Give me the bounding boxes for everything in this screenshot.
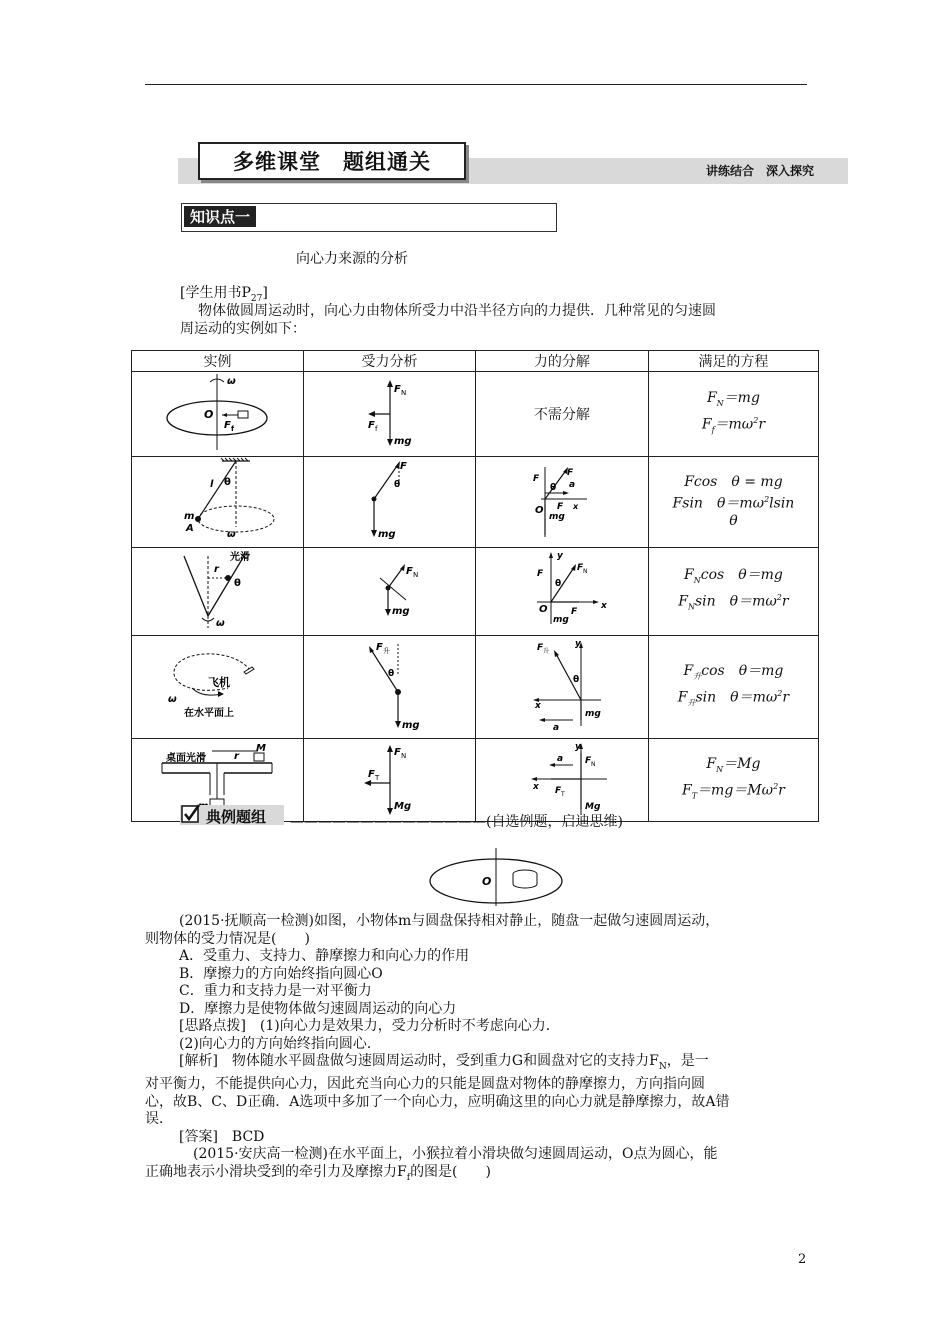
question-2-cont: 正确地表示小滑块受到的牵引力及摩擦力$F_f$的图是( ): [145, 1163, 491, 1183]
svg-text:θ: θ: [394, 480, 401, 490]
svg-text:x: x: [572, 502, 579, 511]
svg-text:N: N: [401, 389, 407, 397]
svg-text:a: a: [568, 480, 575, 490]
disc-figure: [428, 848, 564, 908]
svg-text:F: F: [536, 643, 544, 653]
fig-decomp-3: [475, 548, 648, 636]
svg-text:在水平面上: 在水平面上: [184, 708, 235, 719]
svg-text:飞机: 飞机: [208, 676, 231, 689]
option-d: D．摩擦力是使物体做匀速圆周运动的向心力: [179, 1000, 457, 1017]
top-rule: [145, 84, 807, 85]
fig-disc: [132, 372, 304, 457]
svg-text:升: 升: [383, 647, 391, 655]
svg-text:mg: mg: [392, 606, 411, 617]
svg-text:θ: θ: [224, 477, 232, 488]
example-group-note: ——————————————(自选例题，启迪思维): [290, 814, 623, 830]
svg-text:F: F: [376, 642, 384, 653]
svg-text:F: F: [368, 769, 376, 780]
decomp-1: 不需分解: [475, 372, 648, 457]
equation-1: $F_N=mg$ $F_f=m\omega^2r$: [648, 372, 818, 457]
svg-text:F: F: [394, 384, 402, 395]
svg-text:A: A: [186, 523, 195, 534]
col-header-decomposition: 力的分解: [475, 351, 648, 372]
page-number: 2: [798, 1252, 807, 1267]
question-1: (2015·抚顺高一检测)如图，小物体m与圆盘保持相对静止，随盘一起做匀速圆周运动，: [179, 913, 720, 929]
svg-text:T: T: [375, 774, 380, 782]
svg-text:r: r: [234, 751, 240, 762]
svg-text:mg: mg: [394, 436, 413, 447]
svg-text:a: a: [556, 754, 563, 764]
option-c: C．重力和支持力是一对平衡力: [179, 983, 372, 999]
svg-text:F: F: [394, 747, 402, 758]
fig-force-3: [303, 548, 475, 636]
examples-table: [131, 350, 819, 822]
analysis-2: 对平衡力，不能提供向心力，因此充当向心力的只能是圆盘对物体的静摩擦力，方向指向圆: [145, 1076, 705, 1093]
col-header-example: 实例: [132, 351, 304, 372]
svg-text:O: O: [482, 875, 492, 888]
svg-text:F: F: [532, 474, 540, 484]
svg-text:ω: ω: [227, 529, 237, 540]
intro-line-2: 周运动的实例如下：: [180, 321, 306, 337]
book-reference: [学生用书$P_{27}$]: [180, 285, 268, 304]
equation-3: $F_N\cos$ θ＝mg $F_N\sin$ $\theta=m\omega^2r$: [648, 548, 818, 636]
svg-text:桌面光滑: 桌面光滑: [166, 753, 207, 764]
svg-text:F: F: [566, 468, 574, 478]
svg-text:θ: θ: [388, 669, 395, 679]
analysis-1: [解析] 物体随水平圆盘做匀速圆周运动时，受到重力G和圆盘对它的支持力$F_N$，是一: [179, 1053, 709, 1072]
svg-text:F: F: [554, 786, 562, 796]
table-row: [132, 636, 819, 739]
svg-text:F: F: [406, 566, 414, 577]
banner-subtitle: 讲练结合 深入探究: [706, 164, 815, 178]
hint-1: [思路点拨] (1)向心力是效果力，受力分析时不考虑向心力．: [179, 1018, 560, 1034]
svg-text:x: x: [600, 601, 607, 611]
col-header-equation: 满足的方程: [648, 351, 818, 372]
svg-text:升: 升: [542, 648, 549, 655]
svg-text:光滑: 光滑: [230, 552, 251, 563]
fig-conical-pendulum: [132, 457, 304, 548]
svg-text:M: M: [256, 743, 267, 754]
equation-2: Fcos θ = mg Fsin $\theta=m\omega^2lsin$ θ: [648, 457, 818, 548]
svg-text:l: l: [210, 479, 214, 490]
table-row: [132, 548, 819, 636]
question-2: (2015·安庆高一检测)在水平面上，小猴拉着小滑块做匀速圆周运动，O点为圆心，能: [193, 1146, 718, 1163]
svg-text:F: F: [400, 461, 408, 472]
fig-decomp-5: [475, 739, 648, 822]
fig-force-2: [303, 457, 475, 548]
svg-text:x: x: [532, 782, 539, 792]
svg-text:θ: θ: [554, 579, 562, 589]
svg-text:θ: θ: [572, 675, 580, 685]
equation-4: $F_升\cos$ θ＝mg $F_升\sin$ $\theta=m\omega^2r$: [648, 636, 818, 739]
svg-text:ω: ω: [216, 618, 226, 629]
svg-text:mg: mg: [552, 615, 569, 625]
svg-text:y: y: [556, 551, 563, 561]
svg-text:O: O: [534, 505, 544, 516]
svg-text:T: T: [560, 791, 565, 798]
svg-text:m: m: [184, 511, 195, 522]
svg-text:f: f: [375, 425, 378, 433]
question-1-cont: 则物体的受力情况是( ): [145, 930, 310, 947]
svg-text:F: F: [536, 569, 544, 579]
analysis-4: 误．: [145, 1111, 173, 1128]
svg-text:F: F: [224, 420, 232, 431]
svg-text:O: O: [204, 408, 214, 421]
svg-text:r: r: [214, 564, 220, 575]
svg-text:F: F: [576, 563, 584, 573]
svg-text:F: F: [570, 607, 578, 617]
banner-title: 多维课堂 题组通关: [198, 142, 466, 180]
fig-airplane: [132, 636, 304, 739]
fig-force-4: [303, 636, 475, 739]
fig-decomp-2: [475, 457, 648, 548]
svg-text:N: N: [413, 571, 419, 579]
svg-text:y: y: [574, 639, 581, 649]
section-title: 向心力来源的分析: [296, 251, 408, 267]
answer: [答案] BCD: [179, 1128, 265, 1145]
svg-text:N: N: [582, 568, 588, 575]
option-b: B．摩擦力的方向始终指向圆心O: [179, 965, 383, 982]
analysis-3: 心，故B、C、D正确．A选项中多加了一个向心力，应明确这里的向心力就是静摩擦力，故A错: [145, 1093, 730, 1110]
svg-text:x: x: [534, 701, 541, 711]
svg-text:f: f: [231, 425, 235, 433]
option-a: A．受重力、支持力、静摩擦力和向心力的作用: [179, 948, 470, 964]
svg-text:mg: mg: [548, 512, 565, 522]
col-header-force: 受力分析: [303, 351, 475, 372]
svg-text:F: F: [584, 756, 592, 766]
svg-text:Mg: Mg: [584, 802, 601, 812]
hint-2: (2)向心力的方向始终指向圆心．: [179, 1035, 381, 1052]
svg-text:N: N: [590, 761, 596, 768]
svg-text:F: F: [556, 502, 564, 512]
svg-text:mg: mg: [402, 720, 421, 731]
knowledge-point-tag: 知识点一: [184, 206, 256, 227]
fig-decomp-4: [475, 636, 648, 739]
svg-text:mg: mg: [378, 529, 397, 540]
equation-5: $F_N=Mg$ $F_T=mg=M\omega^2r$: [648, 739, 818, 822]
example-group-title: 典例题组: [206, 808, 267, 826]
fig-cone: [132, 548, 304, 636]
svg-text:a: a: [552, 723, 559, 733]
svg-text:Mg: Mg: [394, 801, 412, 812]
svg-text:θ: θ: [549, 483, 557, 493]
svg-text:mg: mg: [584, 709, 601, 719]
fig-force-5: [303, 739, 475, 822]
table-row: [132, 457, 819, 548]
svg-text:y: y: [574, 742, 581, 752]
intro-line-1: 物体做圆周运动时，向心力由物体所受力中沿半径方向的力提供．几种常见的匀速圆: [198, 303, 716, 319]
svg-text:O: O: [538, 604, 548, 615]
svg-text:N: N: [401, 752, 407, 760]
fig-force-1: [303, 372, 475, 457]
svg-text:ω: ω: [227, 376, 237, 387]
svg-text:ω: ω: [168, 694, 178, 705]
table-row: [132, 372, 819, 457]
svg-text:F: F: [368, 420, 376, 431]
svg-text:θ: θ: [234, 578, 242, 589]
